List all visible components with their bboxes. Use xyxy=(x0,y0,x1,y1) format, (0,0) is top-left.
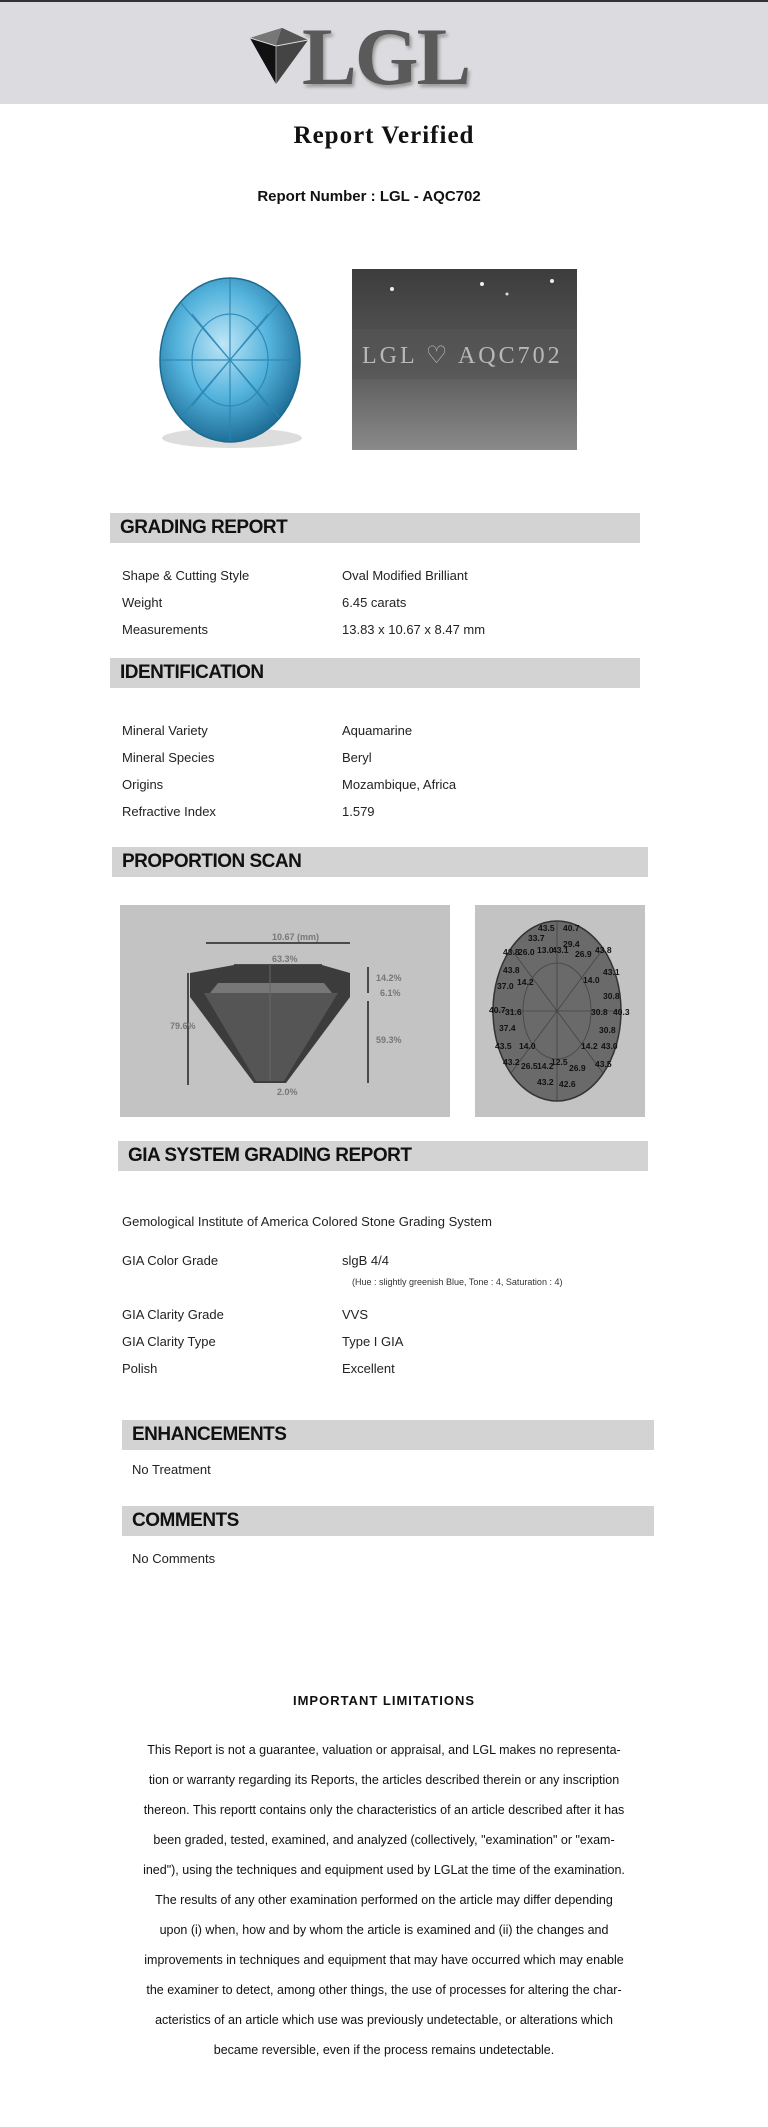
facet-value: 14.0 xyxy=(519,1041,536,1051)
facet-value: 12.5 xyxy=(551,1057,568,1067)
facet-value: 14.0 xyxy=(583,975,600,985)
limitations-line: ined"), using the techniques and equipment used by LGLat the time of the examination. xyxy=(143,1863,625,1877)
facet-value: 30.8 xyxy=(599,1025,616,1035)
measurements-value: 13.83 x 10.67 x 8.47 mm xyxy=(342,622,486,637)
facet-value: 26.5 xyxy=(521,1061,538,1071)
limitations-line: the examiner to detect, among other things, the use of processes for altering the char- xyxy=(146,1983,622,1997)
limitations-line: thereon. This reportt contains only the characteristics of an article described after it has xyxy=(143,1803,625,1817)
gia-color-note: (Hue : slightly greenish Blue, Tone : 4, Saturation : 4) xyxy=(352,1277,563,1287)
facet-value: 40.7 xyxy=(489,1005,506,1015)
report-number: Report Number : LGL - AQC702 xyxy=(257,188,481,205)
refractive-index-value: 1.579 xyxy=(342,804,375,819)
facet-value: 33.7 xyxy=(528,933,545,943)
facet-value: 26.9 xyxy=(575,949,592,959)
gia-color-grade-value: slgB 4/4 xyxy=(342,1253,389,1268)
gemstone-photo xyxy=(132,268,328,464)
facet-value: 43.5 xyxy=(538,923,555,933)
limitations-line: This Report is not a guarantee, valuation or appraisal, and LGL makes no representa- xyxy=(147,1743,621,1757)
girdle-label: 6.1% xyxy=(380,988,401,998)
limitations-line: The results of any other examination performed on the article may differ depending xyxy=(155,1893,613,1907)
polish-value: Excellent xyxy=(342,1361,395,1376)
facet-value: 30.8 xyxy=(591,1007,608,1017)
culet-label: 2.0% xyxy=(277,1087,298,1097)
comments-heading: COMMENTS xyxy=(122,1506,654,1536)
facet-value: 26.0 xyxy=(518,947,535,957)
facet-value: 29.4 xyxy=(563,939,580,949)
facet-value: 43.2 xyxy=(537,1077,554,1087)
facet-value: 43.2 xyxy=(503,1057,520,1067)
header-banner xyxy=(0,2,768,104)
width-label: 10.67 (mm) xyxy=(272,932,320,942)
facet-value: 43.5 xyxy=(495,1041,512,1051)
facet-value: 43.1 xyxy=(603,967,620,977)
facet-value: 14.2 xyxy=(517,977,534,987)
page-title: Report Verified xyxy=(293,122,475,149)
facet-value: 43.5 xyxy=(595,1059,612,1069)
limitations-line: became reversible, even if the process remains undetectable. xyxy=(213,2043,555,2057)
facet-value: 30.8 xyxy=(603,991,620,1001)
inscription-text: LGL ♡ AQC702 xyxy=(362,343,563,369)
facet-value: 42.6 xyxy=(559,1079,576,1089)
facet-value: 43.8 xyxy=(595,945,612,955)
facet-value: 26.9 xyxy=(569,1063,586,1073)
facet-value: 14.2 xyxy=(537,1061,554,1071)
facet-value: 43.8 xyxy=(503,965,520,975)
mineral-variety-label: Mineral Variety xyxy=(122,723,208,738)
limitations-line: acteristics of an article which use was previously undetectable, or alterations which xyxy=(155,2013,613,2027)
gia-heading: GIA SYSTEM GRADING REPORT xyxy=(118,1141,648,1171)
gia-system-text: Gemological Institute of America Colored Stone Grading System xyxy=(122,1214,492,1229)
refractive-index-label: Refractive Index xyxy=(122,804,216,819)
gia-clarity-grade-label: GIA Clarity Grade xyxy=(122,1307,224,1322)
grading-report-heading: GRADING REPORT xyxy=(110,513,640,543)
crown-label: 14.2% xyxy=(376,973,402,983)
limitations-heading: IMPORTANT LIMITATIONS xyxy=(292,1693,476,1708)
limitations-line: tion or warranty regarding its Reports, the articles described therein or any inscription xyxy=(148,1773,620,1787)
weight-label: Weight xyxy=(122,595,163,610)
facet-value: 43.8 xyxy=(503,947,520,957)
facet-value: 37.0 xyxy=(497,981,514,991)
table-label: 63.3% xyxy=(272,954,298,964)
gia-color-grade-label: GIA Color Grade xyxy=(122,1253,219,1268)
proportion-scan-heading: PROPORTION SCAN xyxy=(112,847,648,877)
shape-value: Oval Modified Brilliant xyxy=(342,568,468,583)
gia-clarity-type-label: GIA Clarity Type xyxy=(122,1334,216,1349)
facet-value: 13.0 xyxy=(537,945,554,955)
origins-value: Mozambique, Africa xyxy=(342,777,457,792)
gia-clarity-type-value: Type I GIA xyxy=(342,1334,404,1349)
facet-value: 40.7 xyxy=(563,923,580,933)
facet-value: 43.1 xyxy=(552,945,569,955)
limitations-body xyxy=(118,1735,650,2065)
side-profile-scan xyxy=(120,905,450,1117)
facet-value: 40.3 xyxy=(613,1007,630,1017)
total-depth-label: 79.6% xyxy=(170,1021,196,1031)
facet-value: 37.4 xyxy=(499,1023,516,1033)
identification-heading: IDENTIFICATION xyxy=(110,658,640,688)
polish-label: Polish xyxy=(122,1361,158,1376)
facet-value: 43.0 xyxy=(601,1041,618,1051)
weight-value: 6.45 carats xyxy=(342,595,407,610)
facet-value: 14.2 xyxy=(581,1041,598,1051)
mineral-species-value: Beryl xyxy=(342,750,372,765)
logo-text: LGL xyxy=(302,11,470,102)
limitations-line: been graded, tested, examined, and analyzed (collectively, "examination" or "exam- xyxy=(153,1833,615,1847)
lgl-logo[interactable] xyxy=(232,11,492,102)
gia-clarity-grade-value: VVS xyxy=(342,1307,369,1322)
mineral-species-label: Mineral Species xyxy=(122,750,215,765)
enhancements-heading: ENHANCEMENTS xyxy=(122,1420,654,1450)
limitations-line: improvements in techniques and equipment that may have occurred which may enable xyxy=(144,1953,624,1967)
shape-label: Shape & Cutting Style xyxy=(122,568,250,583)
facet-value: 31.6 xyxy=(505,1007,522,1017)
pavilion-label: 59.3% xyxy=(376,1035,402,1045)
measurements-label: Measurements xyxy=(122,622,208,637)
limitations-line: upon (i) when, how and by whom the article is examined and (ii) the changes and xyxy=(159,1923,609,1937)
top-view-scan xyxy=(475,905,645,1117)
origins-label: Origins xyxy=(122,777,164,792)
laser-inscription-photo xyxy=(352,269,577,450)
comments-text: No Comments xyxy=(132,1551,216,1566)
enhancements-text: No Treatment xyxy=(132,1462,211,1477)
mineral-variety-value: Aquamarine xyxy=(342,723,413,738)
